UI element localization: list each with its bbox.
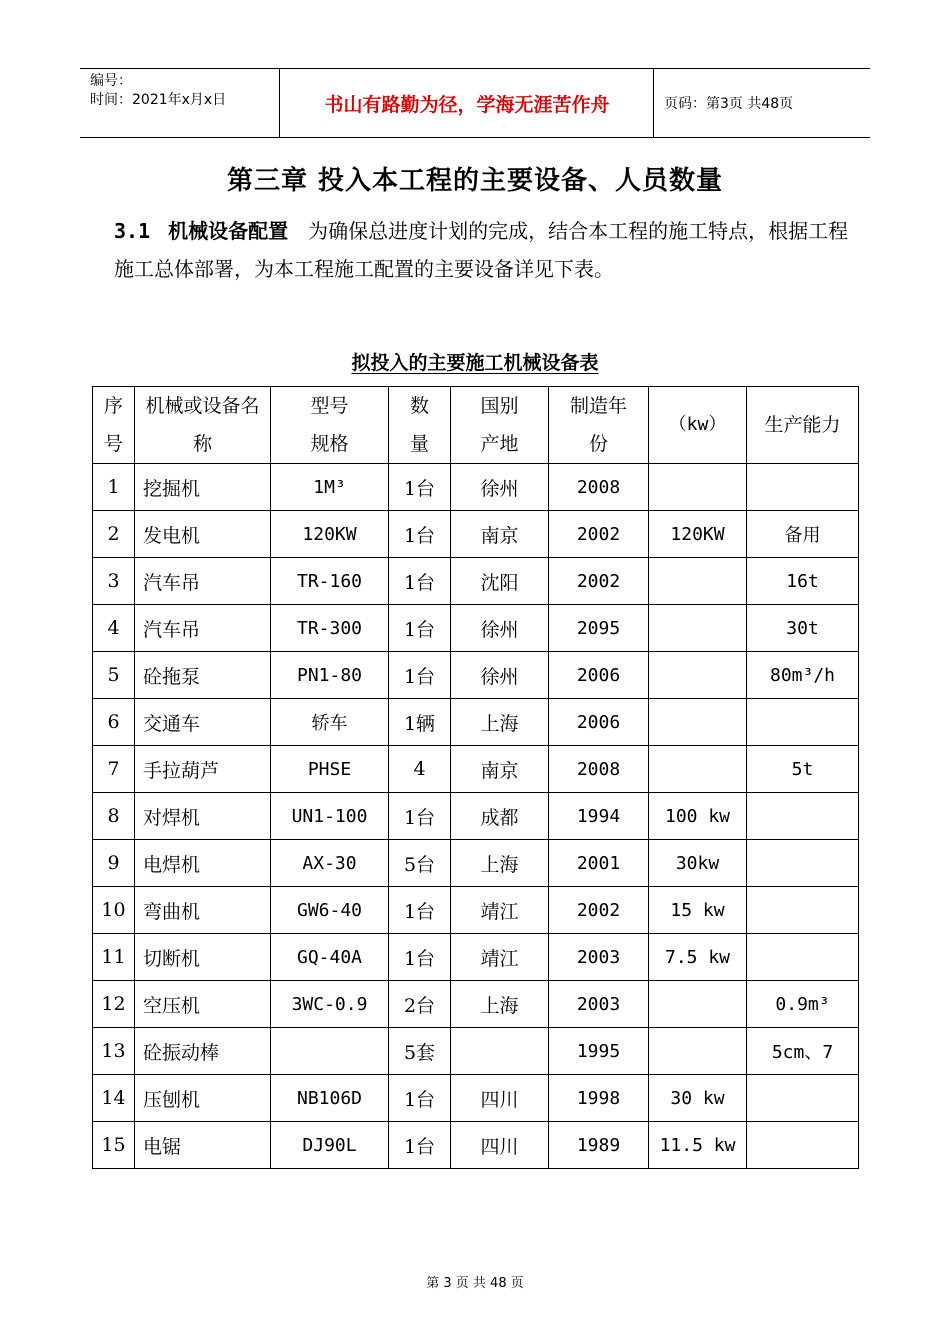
header-year: 制造年份 bbox=[549, 387, 649, 464]
cell-model: NB106D bbox=[271, 1075, 389, 1122]
cell-capacity: 5cm、7 bbox=[747, 1028, 859, 1075]
table-row bbox=[93, 699, 859, 746]
cell-name: 电焊机 bbox=[135, 840, 271, 887]
cell-no: 7 bbox=[93, 746, 135, 793]
cell-origin: 四川 bbox=[451, 1122, 549, 1169]
cell-origin: 上海 bbox=[451, 981, 549, 1028]
cell-no: 4 bbox=[93, 605, 135, 652]
cell-origin: 成都 bbox=[451, 793, 549, 840]
cell-model: TR-300 bbox=[271, 605, 389, 652]
cell-name: 对焊机 bbox=[135, 793, 271, 840]
cell-capacity bbox=[747, 793, 859, 840]
cell-model: 轿车 bbox=[271, 699, 389, 746]
cell-model bbox=[271, 1028, 389, 1075]
cell-origin: 上海 bbox=[451, 840, 549, 887]
table-row bbox=[93, 1122, 859, 1169]
cell-qty: 4 bbox=[389, 746, 451, 793]
cell-kw bbox=[649, 652, 747, 699]
cell-year: 2003 bbox=[549, 934, 649, 981]
cell-capacity bbox=[747, 840, 859, 887]
section-number: 3.1 bbox=[114, 219, 151, 243]
cell-no: 11 bbox=[93, 934, 135, 981]
cell-no: 3 bbox=[93, 558, 135, 605]
cell-qty: 1台 bbox=[389, 793, 451, 840]
cell-year: 1994 bbox=[549, 793, 649, 840]
cell-kw: 11.5 kw bbox=[649, 1122, 747, 1169]
cell-model: GQ-40A bbox=[271, 934, 389, 981]
cell-model: PN1-80 bbox=[271, 652, 389, 699]
cell-qty: 1台 bbox=[389, 887, 451, 934]
cell-kw bbox=[649, 605, 747, 652]
header-no: 序号 bbox=[93, 387, 135, 464]
cell-no: 12 bbox=[93, 981, 135, 1028]
cell-year: 2002 bbox=[549, 887, 649, 934]
cell-year: 2002 bbox=[549, 558, 649, 605]
document-date: 时间：2021年x月x日 bbox=[90, 92, 227, 108]
cell-year: 1998 bbox=[549, 1075, 649, 1122]
cell-origin: 南京 bbox=[451, 511, 549, 558]
cell-capacity bbox=[747, 934, 859, 981]
header-qty: 数量 bbox=[389, 387, 451, 464]
cell-capacity: 5t bbox=[747, 746, 859, 793]
cell-kw bbox=[649, 1028, 747, 1075]
table-body bbox=[93, 464, 859, 1169]
cell-qty: 1台 bbox=[389, 558, 451, 605]
cell-kw: 30 kw bbox=[649, 1075, 747, 1122]
section-text: 为确保总进度计划的完成，结合本工程的施工特点，根据工程施工总体部署，为本工程施工配置的主要设备详见下表。 bbox=[114, 219, 849, 281]
table-row bbox=[93, 464, 859, 511]
cell-no: 8 bbox=[93, 793, 135, 840]
cell-model: GW6-40 bbox=[271, 887, 389, 934]
table-header-row bbox=[93, 387, 859, 464]
cell-name: 发电机 bbox=[135, 511, 271, 558]
chapter-title: 第三章 投入本工程的主要设备、人员数量 bbox=[226, 166, 724, 196]
cell-origin: 徐州 bbox=[451, 464, 549, 511]
cell-no: 2 bbox=[93, 511, 135, 558]
cell-qty: 5台 bbox=[389, 840, 451, 887]
cell-name: 电锯 bbox=[135, 1122, 271, 1169]
cell-capacity: 30t bbox=[747, 605, 859, 652]
section-title: 机械设备配置 bbox=[168, 219, 289, 243]
cell-origin: 南京 bbox=[451, 746, 549, 793]
table-row bbox=[93, 793, 859, 840]
cell-capacity: 0.9m³ bbox=[747, 981, 859, 1028]
cell-origin: 靖江 bbox=[451, 934, 549, 981]
header-meta bbox=[80, 69, 280, 137]
cell-qty: 2台 bbox=[389, 981, 451, 1028]
table-row bbox=[93, 652, 859, 699]
cell-origin: 靖江 bbox=[451, 887, 549, 934]
cell-qty: 1台 bbox=[389, 605, 451, 652]
cell-year: 2008 bbox=[549, 746, 649, 793]
cell-name: 切断机 bbox=[135, 934, 271, 981]
table-row bbox=[93, 1028, 859, 1075]
cell-year: 2002 bbox=[549, 511, 649, 558]
header-page-number: 页码：第3页 共48页 bbox=[664, 96, 794, 112]
cell-no: 1 bbox=[93, 464, 135, 511]
table-title bbox=[0, 348, 950, 375]
cell-origin: 四川 bbox=[451, 1075, 549, 1122]
cell-qty: 1台 bbox=[389, 934, 451, 981]
table-row bbox=[93, 840, 859, 887]
page-header bbox=[80, 68, 870, 138]
cell-qty: 1辆 bbox=[389, 699, 451, 746]
header-model: 型号规格 bbox=[271, 387, 389, 464]
header-origin: 国别产地 bbox=[451, 387, 549, 464]
page-footer: 第 3 页 共 48 页 bbox=[426, 1276, 524, 1291]
cell-capacity bbox=[747, 464, 859, 511]
cell-origin bbox=[451, 1028, 549, 1075]
cell-origin: 徐州 bbox=[451, 652, 549, 699]
cell-no: 6 bbox=[93, 699, 135, 746]
table-row bbox=[93, 981, 859, 1028]
document-number: 编号： bbox=[90, 73, 132, 89]
cell-model: TR-160 bbox=[271, 558, 389, 605]
cell-year: 1989 bbox=[549, 1122, 649, 1169]
cell-year: 2095 bbox=[549, 605, 649, 652]
cell-year: 2001 bbox=[549, 840, 649, 887]
table-row bbox=[93, 558, 859, 605]
cell-name: 汽车吊 bbox=[135, 558, 271, 605]
cell-name: 手拉葫芦 bbox=[135, 746, 271, 793]
table-row bbox=[93, 934, 859, 981]
cell-model: 3WC-0.9 bbox=[271, 981, 389, 1028]
cell-name: 汽车吊 bbox=[135, 605, 271, 652]
section-paragraph bbox=[114, 212, 866, 288]
cell-model: DJ90L bbox=[271, 1122, 389, 1169]
table-row bbox=[93, 511, 859, 558]
cell-origin: 上海 bbox=[451, 699, 549, 746]
cell-kw: 120KW bbox=[649, 511, 747, 558]
header-kw: （kw） bbox=[649, 387, 747, 464]
cell-name: 砼拖泵 bbox=[135, 652, 271, 699]
cell-no: 14 bbox=[93, 1075, 135, 1122]
cell-kw: 15 kw bbox=[649, 887, 747, 934]
cell-kw bbox=[649, 699, 747, 746]
cell-qty: 1台 bbox=[389, 464, 451, 511]
cell-year: 2006 bbox=[549, 652, 649, 699]
cell-name: 压刨机 bbox=[135, 1075, 271, 1122]
cell-capacity: 备用 bbox=[747, 511, 859, 558]
cell-origin: 沈阳 bbox=[451, 558, 549, 605]
cell-qty: 1台 bbox=[389, 1075, 451, 1122]
cell-year: 2008 bbox=[549, 464, 649, 511]
cell-no: 10 bbox=[93, 887, 135, 934]
cell-kw: 100 kw bbox=[649, 793, 747, 840]
cell-qty: 5套 bbox=[389, 1028, 451, 1075]
cell-year: 2006 bbox=[549, 699, 649, 746]
cell-model: 120KW bbox=[271, 511, 389, 558]
header-motto: 书山有路勤为径，学海无涯苦作舟 bbox=[281, 69, 654, 137]
cell-name: 空压机 bbox=[135, 981, 271, 1028]
cell-no: 15 bbox=[93, 1122, 135, 1169]
cell-name: 砼振动棒 bbox=[135, 1028, 271, 1075]
cell-qty: 1台 bbox=[389, 1122, 451, 1169]
cell-year: 2003 bbox=[549, 981, 649, 1028]
cell-capacity bbox=[747, 1122, 859, 1169]
cell-name: 挖掘机 bbox=[135, 464, 271, 511]
cell-no: 9 bbox=[93, 840, 135, 887]
cell-model: 1M³ bbox=[271, 464, 389, 511]
cell-qty: 1台 bbox=[389, 652, 451, 699]
cell-qty: 1台 bbox=[389, 511, 451, 558]
cell-kw: 30kw bbox=[649, 840, 747, 887]
table-row bbox=[93, 605, 859, 652]
table-title-text: 拟投入的主要施工机械设备表 bbox=[351, 352, 599, 374]
cell-no: 13 bbox=[93, 1028, 135, 1075]
cell-name: 交通车 bbox=[135, 699, 271, 746]
cell-capacity bbox=[747, 699, 859, 746]
cell-no: 5 bbox=[93, 652, 135, 699]
cell-kw bbox=[649, 464, 747, 511]
cell-model: UN1-100 bbox=[271, 793, 389, 840]
cell-model: AX-30 bbox=[271, 840, 389, 887]
cell-kw: 7.5 kw bbox=[649, 934, 747, 981]
cell-capacity bbox=[747, 887, 859, 934]
equipment-table bbox=[92, 386, 859, 1169]
cell-capacity: 16t bbox=[747, 558, 859, 605]
cell-kw bbox=[649, 558, 747, 605]
header-name: 机械或设备名称 bbox=[135, 387, 271, 464]
table-row bbox=[93, 887, 859, 934]
cell-name: 弯曲机 bbox=[135, 887, 271, 934]
cell-capacity: 80m³/h bbox=[747, 652, 859, 699]
cell-model: PHSE bbox=[271, 746, 389, 793]
header-capacity: 生产能力 bbox=[747, 387, 859, 464]
table-row bbox=[93, 1075, 859, 1122]
cell-kw bbox=[649, 981, 747, 1028]
cell-year: 1995 bbox=[549, 1028, 649, 1075]
cell-origin: 徐州 bbox=[451, 605, 549, 652]
cell-kw bbox=[649, 746, 747, 793]
cell-capacity bbox=[747, 1075, 859, 1122]
table-row bbox=[93, 746, 859, 793]
